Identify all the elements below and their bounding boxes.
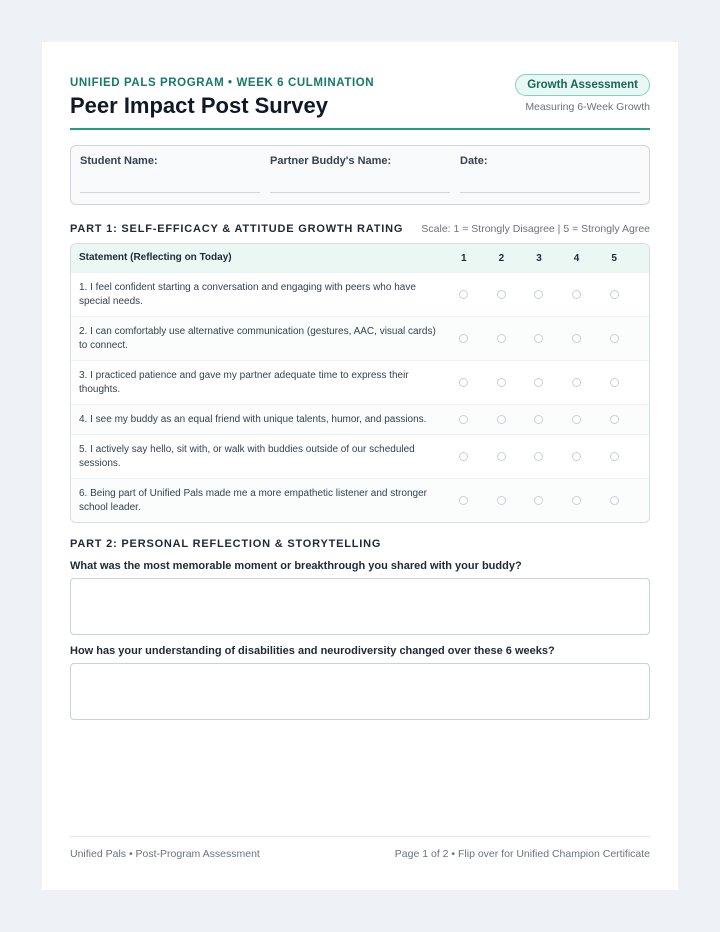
table-row bbox=[71, 404, 649, 434]
rating-radio[interactable] bbox=[459, 334, 468, 343]
rating-radio[interactable] bbox=[572, 415, 581, 424]
student-name-label: Student Name: bbox=[80, 155, 158, 167]
rating-radio[interactable] bbox=[534, 378, 543, 387]
student-name-field[interactable] bbox=[80, 155, 260, 167]
rating-radio[interactable] bbox=[572, 378, 581, 387]
rating-radio[interactable] bbox=[459, 415, 468, 424]
statement-text: 4. I see my buddy as an equal friend with unique talents, humor, and passions. bbox=[79, 413, 427, 425]
scale-header-2: 2 bbox=[498, 252, 505, 264]
scale-header-4: 4 bbox=[573, 252, 580, 264]
rating-radio[interactable] bbox=[610, 334, 619, 343]
rating-radio[interactable] bbox=[610, 452, 619, 461]
statement-text: 2. I can comfortably use alternative communication (gestures, AAC, visual cards) to connect. bbox=[79, 325, 436, 351]
rating-radio[interactable] bbox=[534, 496, 543, 505]
rating-radio[interactable] bbox=[459, 496, 468, 505]
part1-header bbox=[70, 221, 650, 241]
reflection-question-1: What was the most memorable moment or breakthrough you shared with your buddy? bbox=[70, 560, 522, 572]
scale-header-5: 5 bbox=[611, 252, 617, 264]
rating-table-header bbox=[71, 244, 649, 272]
page-footer bbox=[70, 836, 650, 867]
table-row bbox=[71, 316, 649, 360]
footer-program-label: Unified Pals • Post-Program Assessment bbox=[70, 848, 260, 860]
student-name-line bbox=[80, 192, 260, 193]
scale-header-1: 1 bbox=[461, 252, 467, 264]
rating-radio[interactable] bbox=[572, 290, 581, 299]
rating-radio[interactable] bbox=[497, 452, 506, 461]
reflection-answer-2[interactable] bbox=[70, 663, 650, 720]
scale-note: Scale: 1 = Strongly Disagree | 5 = Strongly Agree bbox=[421, 223, 650, 235]
statement-column-header: Statement (Reflecting on Today) bbox=[79, 252, 232, 263]
rating-radio[interactable] bbox=[497, 334, 506, 343]
date-field[interactable] bbox=[460, 155, 640, 167]
partner-name-field[interactable] bbox=[270, 155, 450, 167]
table-row bbox=[71, 360, 649, 404]
date-line bbox=[460, 192, 640, 193]
rating-radio[interactable] bbox=[534, 415, 543, 424]
student-info-box bbox=[70, 145, 650, 205]
rating-radio[interactable] bbox=[497, 415, 506, 424]
partner-name-label: Partner Buddy's Name: bbox=[270, 155, 392, 167]
header-divider bbox=[70, 128, 650, 130]
rating-radio[interactable] bbox=[497, 496, 506, 505]
page-subtitle: Measuring 6-Week Growth bbox=[525, 101, 650, 113]
rating-table bbox=[70, 243, 650, 523]
partner-name-line bbox=[270, 192, 450, 193]
table-row bbox=[71, 478, 649, 522]
assessment-badge: Growth Assessment bbox=[515, 74, 650, 96]
program-eyebrow: UNIFIED PALS PROGRAM • WEEK 6 CULMINATION bbox=[70, 77, 375, 89]
scale-header-3: 3 bbox=[536, 252, 542, 264]
table-row bbox=[71, 272, 649, 316]
date-label: Date: bbox=[460, 155, 488, 167]
rating-radio[interactable] bbox=[459, 290, 468, 299]
rating-radio[interactable] bbox=[610, 496, 619, 505]
rating-radio[interactable] bbox=[534, 290, 543, 299]
rating-radio[interactable] bbox=[534, 334, 543, 343]
rating-radio[interactable] bbox=[497, 378, 506, 387]
rating-radio[interactable] bbox=[572, 334, 581, 343]
survey-page bbox=[42, 42, 678, 890]
table-row bbox=[71, 434, 649, 478]
rating-radio[interactable] bbox=[534, 452, 543, 461]
rating-radio[interactable] bbox=[572, 496, 581, 505]
rating-radio[interactable] bbox=[459, 378, 468, 387]
reflection-answer-1[interactable] bbox=[70, 578, 650, 635]
rating-radio[interactable] bbox=[459, 452, 468, 461]
page-header bbox=[70, 74, 650, 128]
statement-text: 5. I actively say hello, sit with, or walk with buddies outside of our scheduled sessions. bbox=[79, 443, 415, 469]
footer-page-note: Page 1 of 2 • Flip over for Unified Champion Certificate bbox=[394, 848, 650, 860]
rating-radio[interactable] bbox=[610, 290, 619, 299]
statement-text: 6. Being part of Unified Pals made me a more empathetic listener and stronger school leader. bbox=[79, 487, 427, 513]
part2-title: PART 2: PERSONAL REFLECTION & STORYTELLING bbox=[70, 538, 382, 550]
rating-radio[interactable] bbox=[497, 290, 506, 299]
statement-text: 3. I practiced patience and gave my partner adequate time to express their thoughts. bbox=[79, 369, 409, 395]
part1-title: PART 1: SELF-EFFICACY & ATTITUDE GROWTH RATING bbox=[70, 223, 404, 235]
rating-radio[interactable] bbox=[610, 378, 619, 387]
rating-radio[interactable] bbox=[610, 415, 619, 424]
statement-text: 1. I feel confident starting a conversation and engaging with peers who have special needs. bbox=[79, 281, 416, 307]
page-title: Peer Impact Post Survey bbox=[70, 93, 329, 118]
rating-radio[interactable] bbox=[572, 452, 581, 461]
reflection-question-2: How has your understanding of disabilities and neurodiversity changed over these 6 weeks? bbox=[70, 645, 555, 657]
